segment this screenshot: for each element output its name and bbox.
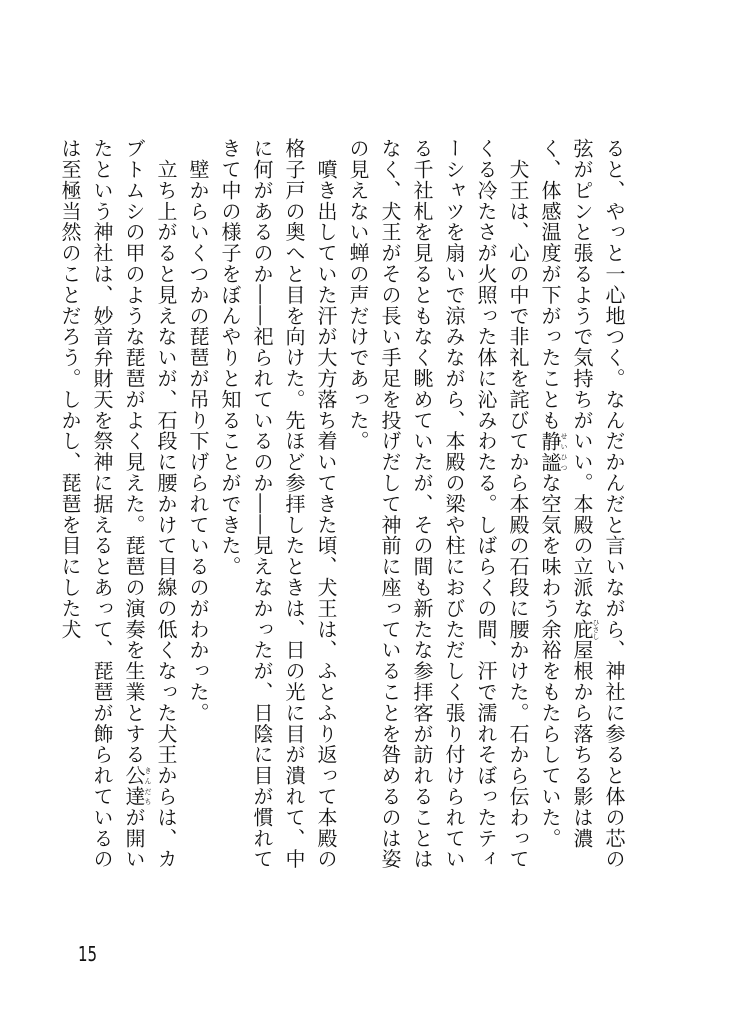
paragraph-text: ると、やっと一心地つく。なんだかんだと言いながら、神社に参ると体の芯の弦がピンと張るようで気持ちがいい。本殿の立派な [570, 138, 626, 870]
paragraph-text: 屋根から落ちる影は濃く、体感温度が下がったことも [538, 138, 594, 849]
paragraph-text: 噴き出していた汗が大方落ち着いてきた頃、犬王は、ふとふり返って本殿の格子戸の奥へと目を向けた。先ほど参拝したときは、日の光に目が潰れて、中に何があるのか――祀られているのか――見えなかったが、日陰に目が慣れてきて中の様子をぼんやりと知ることができた。 [218, 138, 338, 870]
paragraph-5 [54, 138, 182, 878]
paragraph-text: が開いたという神社は、妙音弁財天を祭神に据えるとあって、琵琶が飾られているのは至極当然のことだろう。しかし、琵琶を目にした犬 [58, 138, 146, 870]
paragraph-text: 犬王は、心の中で非礼を詫びてから本殿の石段に腰かけた。石から伝わってくる冷たさが火照った体に沁みわたる。しばらくの間、汗で濡れそぼったティーシャツを扇いで涼みながら、本殿の梁や柱におびただしく張り付けられている千社札を見るともなく眺めていたが、その間も新たな参拝客が訪れることはなく、犬王がその長い手足を投げだして神前に座っていることを咎めるのは姿の見えない蝉の声だけであった。 [346, 138, 530, 870]
paragraph-3 [214, 138, 342, 878]
ruby-word: 庇ひさし [570, 618, 600, 640]
ruby-word: 静謐せいひつ [538, 430, 568, 473]
page-number: 15 [78, 942, 98, 966]
paragraph-text: な空気を味わう余裕をもたらしていた。 [538, 472, 562, 849]
paragraph-4 [182, 138, 214, 878]
ruby-word: 公達きんだち [122, 765, 152, 807]
paragraph-text: 壁からいくつかの琵琶が吊り下げられているのがわかった。 [186, 158, 210, 724]
paragraph-1 [534, 138, 630, 878]
paragraph-text: 立ち上がると見えないが、石段に腰かけて目線の低くなった犬王からは、カブトムシの甲のような琵琶がよく見えた。琵琶の演奏を生業とする [122, 138, 178, 870]
paragraph-2 [342, 138, 534, 878]
vertical-text-body [58, 138, 630, 878]
